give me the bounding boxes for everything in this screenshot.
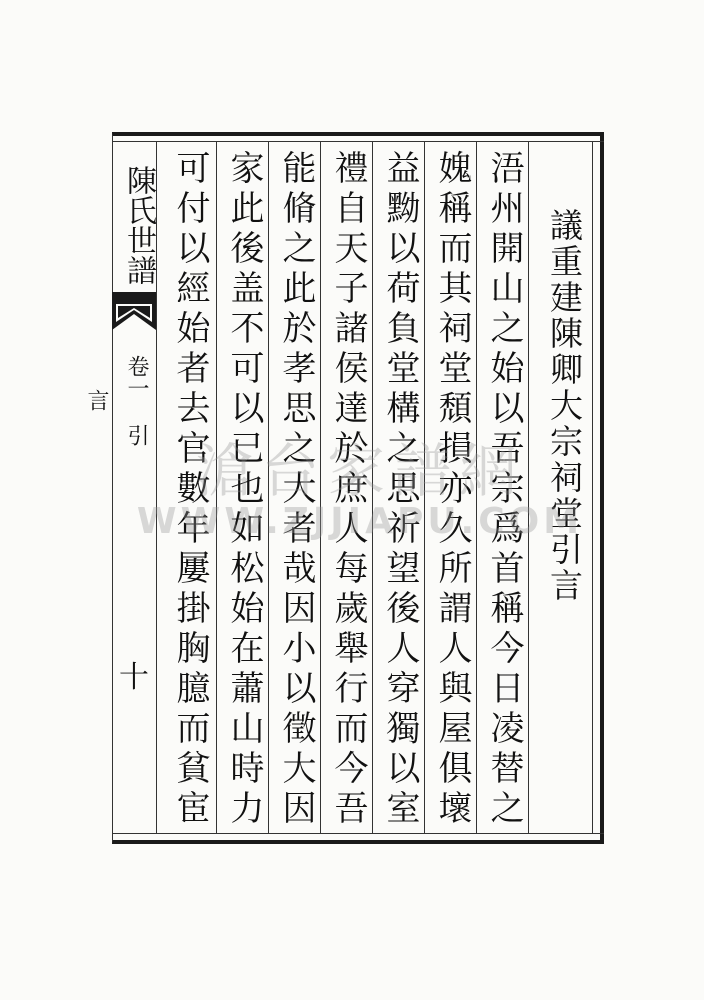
text-column-6: 家此後盖不可以已也如松始在蕭山時力 xyxy=(224,150,264,830)
text-title: 議重建陳卿大宗祠堂引言 xyxy=(545,208,584,604)
text-column-2: 媿稱而其祠堂頹損亦久所謂人與屋俱壞 xyxy=(432,150,472,830)
frame-inner-right-rule xyxy=(592,141,593,833)
fold-page-number: 十 xyxy=(119,660,149,695)
watermark-url: WWW.ZJJIAPU.COM xyxy=(136,501,584,542)
frame-inner-top-rule xyxy=(112,141,604,142)
text-column-7: 可付以經始者去官數年屢掛胸臆而貧宦 xyxy=(170,150,210,830)
fold-chapter-label: 卷一 引言 xyxy=(84,354,149,446)
text-column-1: 浯州開山之始以吾宗爲首稱今日凌替之 xyxy=(484,150,524,830)
text-column-3: 益黝以荷負堂構之思祈望後人穿獨以室 xyxy=(380,150,420,830)
text-column-5: 能脩之此於孝思之大者哉因小以徵大因 xyxy=(276,150,316,830)
column-rule xyxy=(216,141,217,833)
fishtail-ornament xyxy=(112,292,156,334)
text-column-4: 禮自天子諸侯達於庶人每歲舉行而今吾 xyxy=(328,150,368,830)
frame-inner-bottom-rule xyxy=(112,833,604,834)
watermark-text: 滄台家譜網 xyxy=(194,437,525,505)
fold-book-title: 陳氏世譜 xyxy=(121,165,156,285)
